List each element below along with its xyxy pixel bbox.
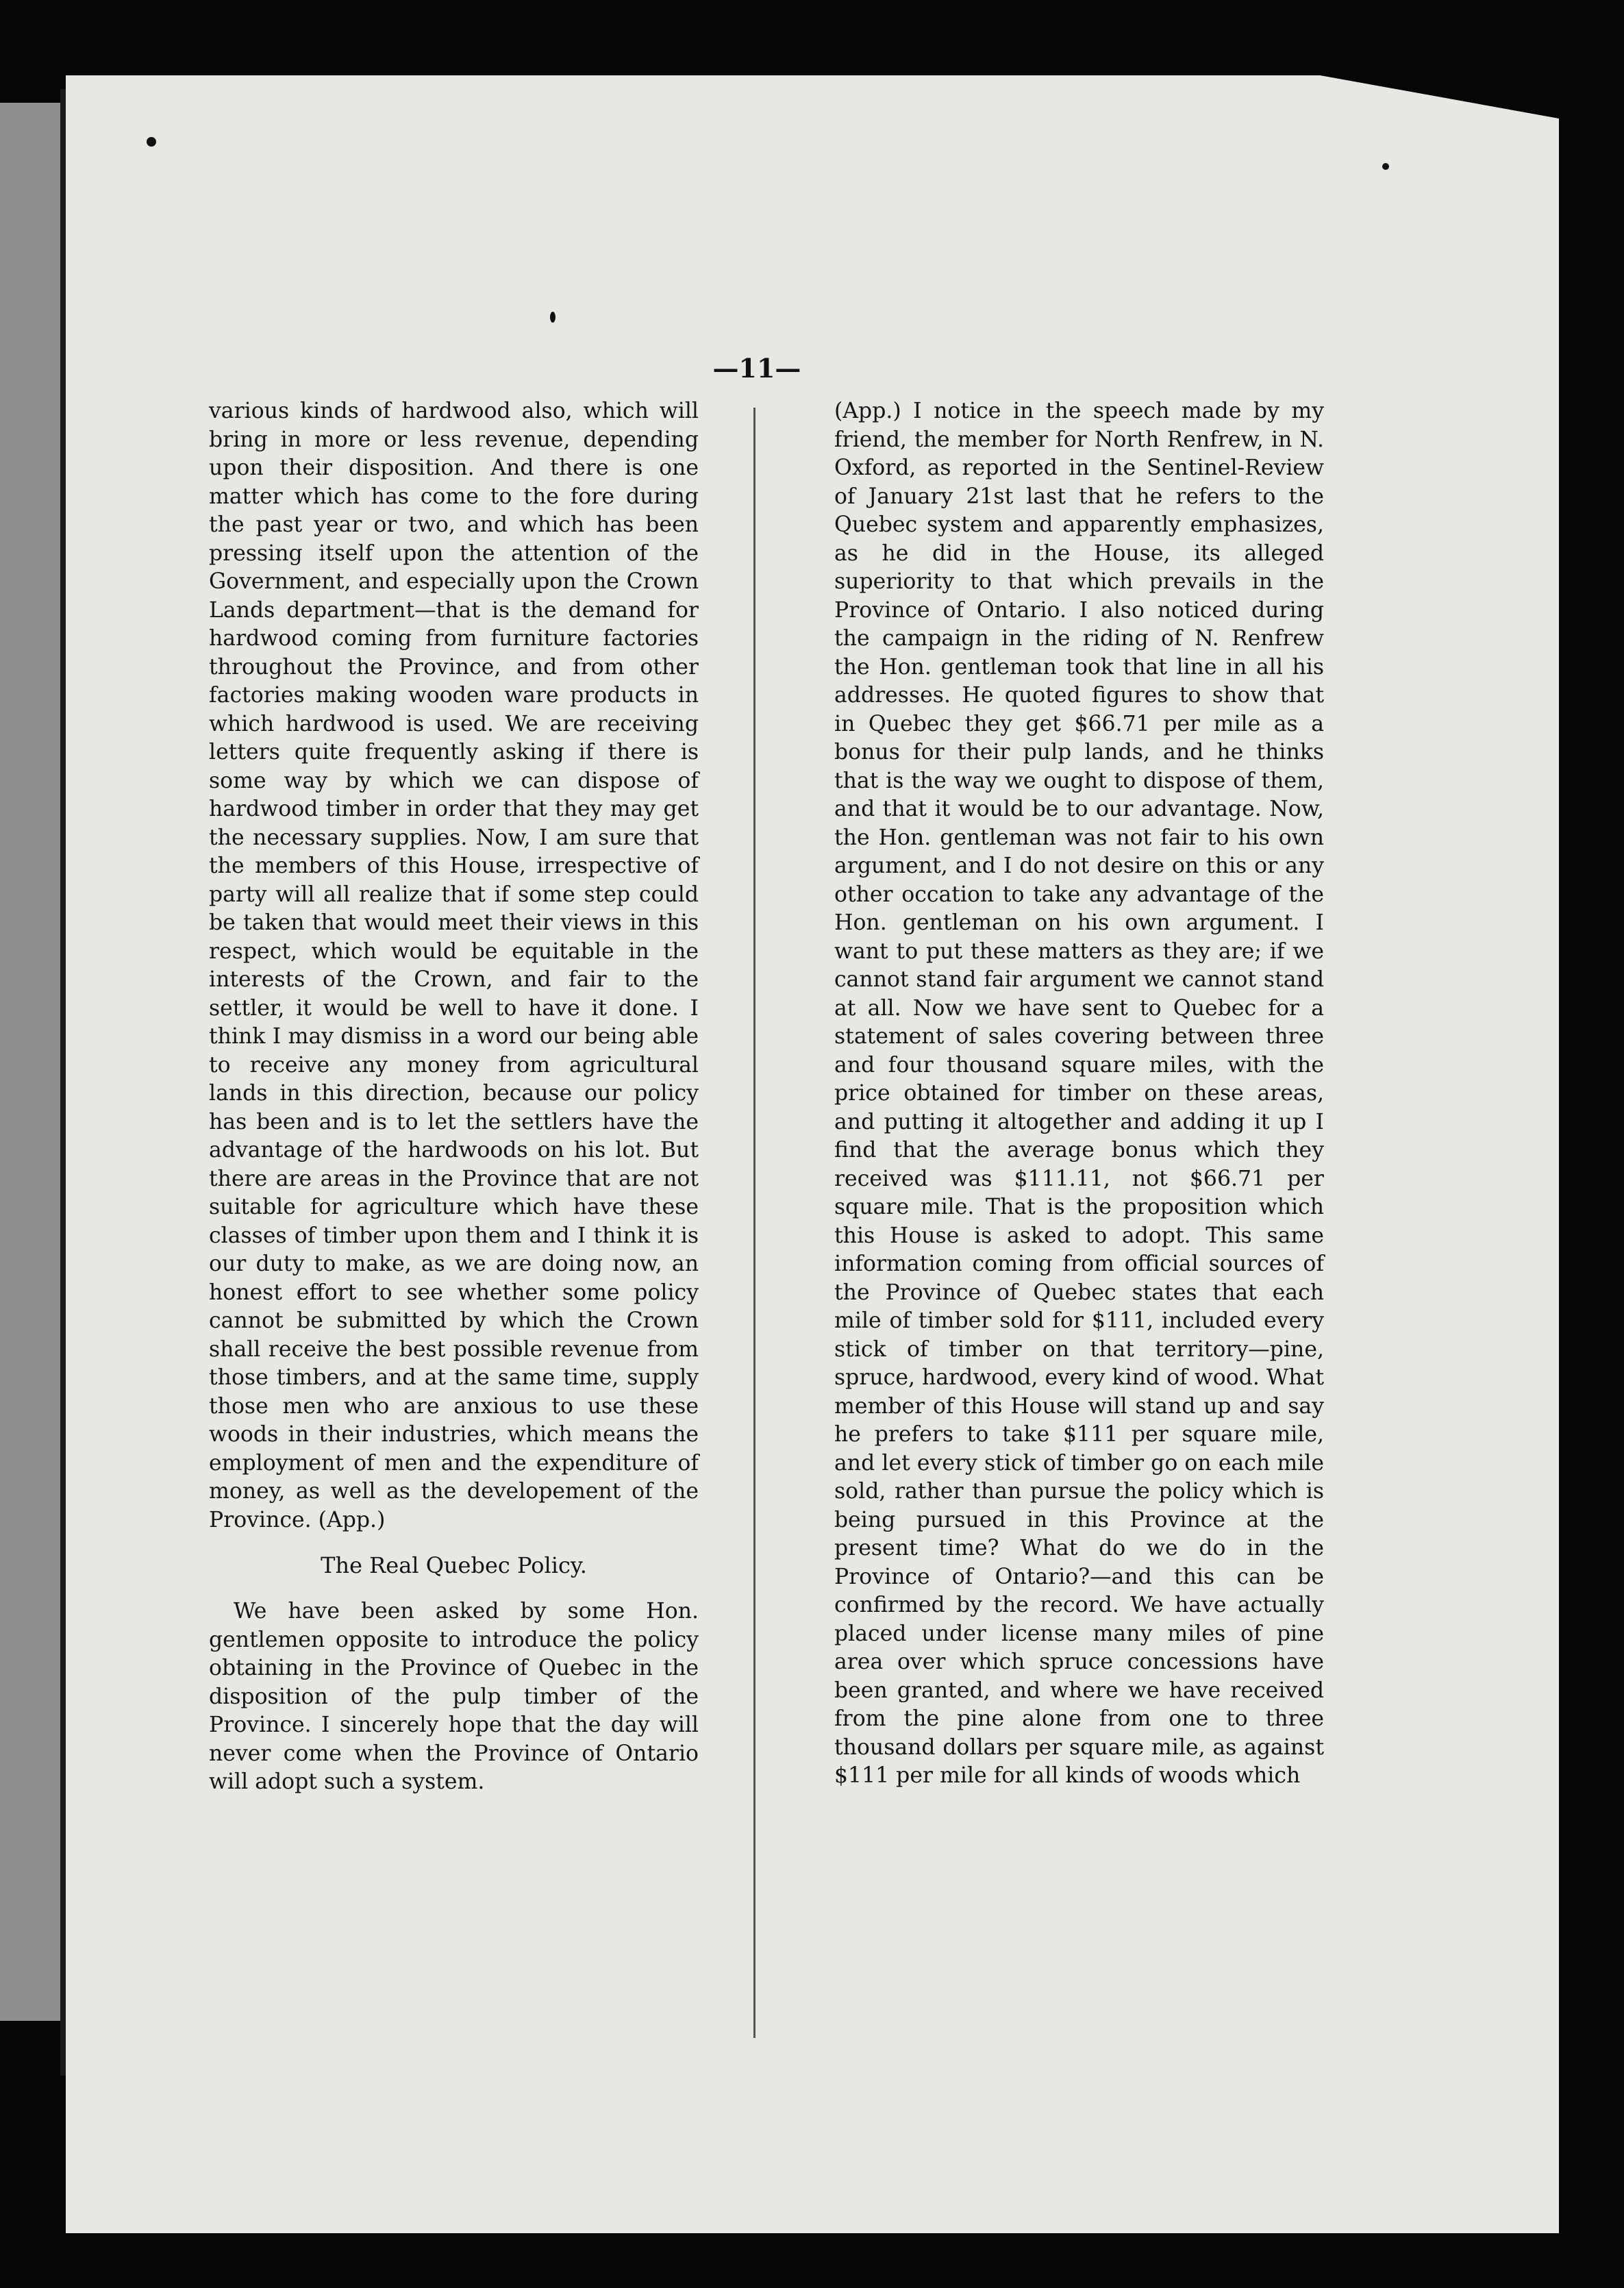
adjacent-page-edge — [0, 103, 62, 2021]
print-speck — [1382, 163, 1389, 170]
left-column — [209, 397, 699, 1797]
left-paragraph-1: various kinds of hardwood also, which will bring in more or less revenue, depending upon their disposition. And there is one matter which has come to the fore during the past year or two, and which has been pressing itself upon the attention of the Government, and especially upon the Crown Lands department—that is the demand for hardwood coming from furniture factories throughout the Province, and from other factories making wooden ware products in which hardwood is used. We are receiving letters quite frequently asking if there is some way by which we can dispose of hardwood timber in order that they may get the necessary supplies. Now, I am sure that the members of this House, irrespective of party will all realize that if some step could be taken that would meet their views in this respect, which would be equitable in the interests of the Crown, and fair to the settler, it would be well to have it done. I think I may dismiss in a word our being able to receive any money from agricultural lands in this direction, because our policy has been and is to let the settlers have the advantage of the hardwoods on his lot. But there are areas in the Province that are not suitable for agriculture which have these classes of timber upon them and I think it is our duty to make, as we are doing now, an honest effort to see whether some policy cannot be submitted by which the Crown shall receive the best possible revenue from those timbers, and at the same time, supply those men who are anxious to use these woods in their industries, which means the employment of men and the expenditure of money, as well as the developement of the Province. (App.) — [209, 399, 699, 1532]
section-heading: The Real Quebec Policy. — [321, 1552, 587, 1578]
page-number: —11— — [712, 353, 801, 384]
column-divider — [753, 408, 755, 2038]
print-speck — [147, 137, 156, 147]
left-paragraph-2: We have been asked by some Hon. gentlemen opposite to introduce the policy obtaining in the Province of Quebec in the disposition of the pulp timber of the Province. I sincerely hope that the day will never come when the Province of Ontario will adopt such a system. — [209, 1599, 699, 1794]
right-paragraph-1: (App.) I notice in the speech made by my friend, the member for North Renfrew, in N. Oxford, as reported in the Sentinel-Review of January 21st last that he refers to the Quebec system and apparently emphasizes, as he did in the House, its alleged superiority to that which prevails in the Province of Ontario. I also noticed during the campaign in the riding of N. Renfrew the Hon. gentleman took that line in all his addresses. He quoted figures to show that in Quebec they get $66.71 per mile as a bonus for their pulp lands, and he thinks that is the way we ought to dispose of them, and that it would be to our advantage. Now, the Hon. gentleman was not fair to his own argument, and I do not desire on this or any other occation to take any advantage of the Hon. gentleman on his own argument. I want to put these matters as they are; if we cannot stand fair argument we cannot stand at all. Now we have sent to Quebec for a statement of sales covering between three and four thousand square miles, with the price obtained for timber on these areas, and putting it altogether and adding it up I find that the average bonus which they received was $111.11, not $66.71 per square mile. That is the proposition which this House is asked to adopt. This same information coming from official sources of the Province of Quebec states that each mile of timber sold for $111, included every stick of timber on that territory—pine, spruce, hardwood, every kind of wood. What member of this House will stand up and say he prefers to take $111 per square mile, and let every stick of timber go on each mile sold, rather than pursue the policy which is being pursued in this Province at the present time? What do we do in the Province of Ontario?—and this can be confirmed by the record. We have actually placed under license many miles of pine area over which spruce concessions have been granted, and where we have received from the pine alone from one to three thousand dollars per square mile, as against $111 per mile for all kinds of woods which — [834, 399, 1324, 1788]
print-speck — [550, 312, 555, 323]
right-column — [834, 397, 1324, 1791]
